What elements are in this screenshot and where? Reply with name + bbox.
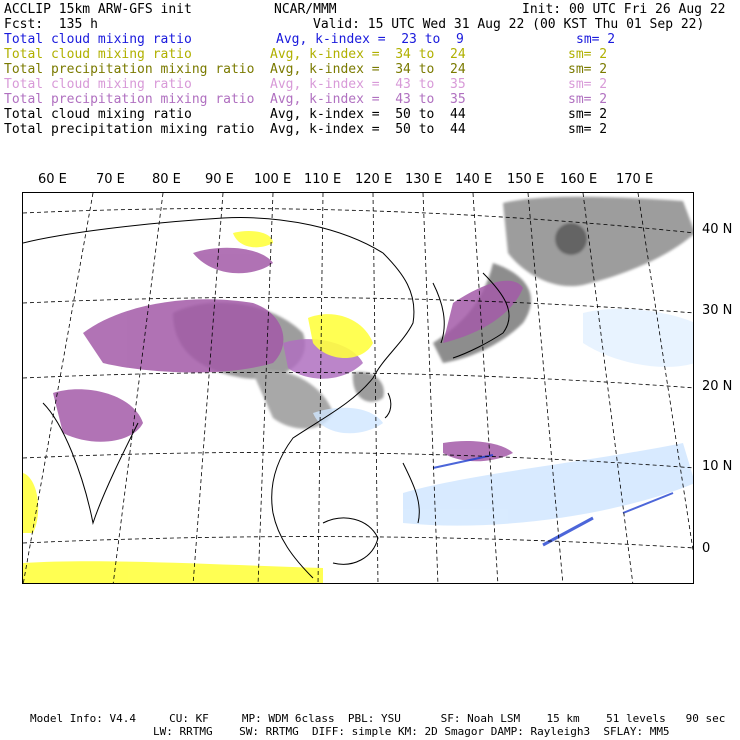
cloud-purple-tibet [83,299,283,372]
field-avg: Avg, k-index = 34 to 24 [270,62,466,77]
model-info-line2: LW: RRTMG SW: RRTMG DIFF: simple KM: 2D Smagor DAMP: Rayleigh3 SFLAY: MM5 [153,725,670,738]
lat-line-30 [23,297,694,313]
field-avg: Avg, k-index = 23 to 9 [276,32,464,47]
lon-line-130 [423,193,438,584]
field-name: Total cloud mixing ratio [4,47,192,62]
field-avg: Avg, k-index = 34 to 24 [270,47,466,62]
lon-label: 110 E [304,172,342,187]
cloud-purple-mongolia [193,248,273,273]
coast-taiwan [385,393,391,418]
field-name: Total precipitation mixing ratio [4,62,255,77]
lat-label: 20 N [702,379,733,394]
field-name: Total precipitation mixing ratio [4,92,255,107]
forecast-hour: Fcst: 135 h [4,17,98,32]
lat-label: 0 [702,541,711,556]
lon-line-70 [23,193,93,584]
field-sm: sm= 2 [568,92,608,107]
lon-label: 90 E [205,172,234,187]
lon-label: 150 E [507,172,545,187]
forecast-map [22,192,694,584]
lon-label: 60 E [38,172,67,187]
field-avg: Avg, k-index = 50 to 44 [270,122,466,137]
cloud-blue-scs [313,408,383,433]
lat-line-0 [23,537,694,548]
lon-line-140 [473,193,498,584]
field-name: Total cloud mixing ratio [4,32,192,47]
field-avg: Avg, k-index = 43 to 35 [270,92,466,107]
field-sm: sm= 2 [568,107,608,122]
field-sm: sm= 2 [568,122,608,137]
lat-label: 30 N [702,303,733,318]
lon-label: 70 E [96,172,125,187]
field-sm: sm= 2 [576,32,616,47]
cloud-blue-pacific-east [583,309,694,367]
cloud-blue-equatorial [403,443,694,526]
lon-line-110 [318,193,323,584]
lon-label: 120 E [355,172,393,187]
field-name: Total precipitation mixing ratio [4,122,255,137]
field-sm: sm= 2 [568,47,608,62]
field-name: Total cloud mixing ratio [4,77,192,92]
cloud-yellow-west [23,473,38,533]
lat-label: 10 N [702,459,733,474]
field-avg: Avg, k-index = 43 to 35 [270,77,466,92]
lon-label: 140 E [455,172,493,187]
lon-label: 80 E [152,172,181,187]
lon-line-80 [113,193,163,584]
lat-label: 40 N [702,222,733,237]
lon-label: 170 E [616,172,654,187]
cloud-yellow-north [233,231,273,247]
lon-label: 100 E [254,172,292,187]
field-sm: sm= 2 [568,77,608,92]
cloud-yellow-south [23,561,323,584]
field-name: Total cloud mixing ratio [4,107,192,122]
cloud-dark-cyclone [555,223,587,255]
init-time: Init: 00 UTC Fri 26 Aug 22 [522,2,726,17]
cloud-purple-india [53,389,143,441]
model-title: ACCLIP 15km ARW-GFS init [4,2,192,17]
cloud-gray-north-pacific [503,197,694,286]
field-avg: Avg, k-index = 50 to 44 [270,107,466,122]
organization: NCAR/MMM [274,2,337,17]
lon-label: 130 E [405,172,443,187]
field-sm: sm= 2 [568,62,608,77]
model-info-line1: Model Info: V4.4 CU: KF MP: WDM 6class PBL: YSU SF: Noah LSM 15 km 51 levels 90 sec [30,712,726,725]
coast-borneo [323,518,378,564]
cloud-gray-scs [353,372,384,402]
lon-label: 160 E [560,172,598,187]
coast-korea [433,283,444,343]
valid-time: Valid: 15 UTC Wed 31 Aug 22 (00 KST Thu 01 Sep 22) [313,17,705,32]
